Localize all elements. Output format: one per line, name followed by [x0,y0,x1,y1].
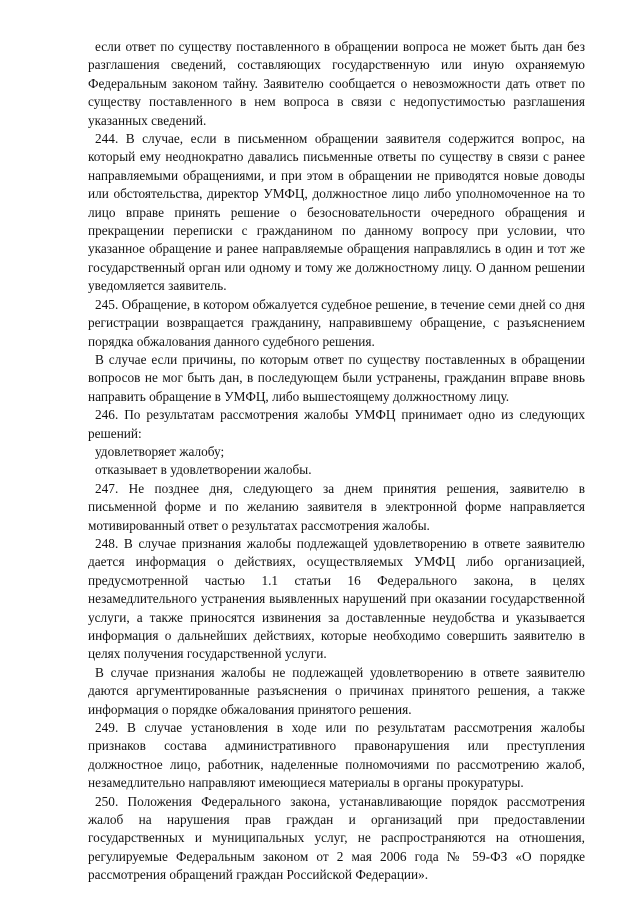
decision-option-refuse: отказывает в удовлетворении жалобы. [95,462,312,478]
paragraph-249: 249. В случае установления в ходе или по результатам рассмотрения жалобы признаков состава административного правонарушения или преступления должностное лицо, работник, наделенные полномочиями по рассмотрению жалоб, незамедлительно направляют имеющиеся материалы в органы прокуратуры. [88,720,585,791]
paragraph-250: 250. Положения Федерального закона, устанавливающие порядок рассмотрения жалоб на нарушения прав граждан и организаций при предоставлении государственных и муниципальных услуг, не распространяются на отношения, регулируемые Федеральным законом от 2 мая 2006 года № 59-ФЗ «О порядке рассмотрения обращений граждан Российской Федерации». [88,793,585,883]
paragraph-248: 248. В случае признания жалобы подлежащей удовлетворению в ответе заявителю дается информация о действиях, осуществляемых УМФЦ либо организацией, предусмотренной частью 1.1 статьи 16 Федерального закона, в целях незамедлительного устранения выявленных нарушений при оказании государственной услуги, а также приносятся извинения за доставленные неудобства и указывается информация о дальнейших действиях, которые необходимо совершить заявителю в целях получения государственной услуги. [88,535,585,662]
paragraph-247: 247. Не позднее дня, следующего за днем принятия решения, заявителю в письменной форме и по желанию заявителя в электронной форме направляется мотивированный ответ о результатах рассмотрения жалобы. [88,480,585,533]
paragraph-245-note: В случае если причины, по которым ответ по существу поставленных в обращении вопросов не мог быть дан, в последующем были устранены, гражданин вправе вновь направить обращение в УМФЦ, либо вышестоящему должностному лицу. [88,351,585,404]
paragraph-243-continuation: если ответ по существу поставленного в обращении вопроса не может быть дан без разглашения сведений, составляющих государственную или иную охраняемую Федеральным законом тайну. Заявителю сообщается о невозможности дать ответ по существу поставленного в нем вопроса в связи с недопустимостью разглашения указанных сведений. [88,39,585,128]
paragraph-246: 246. По результатам рассмотрения жалобы УМФЦ принимает одно из следующих решений: [88,407,585,441]
paragraph-248-refusal: В случае признания жалобы не подлежащей удовлетворению в ответе заявителю даются аргументированные разъяснения о причинах принятого решения, а также информация о порядке обжалования принятого решения. [88,664,585,717]
paragraph-244: 244. В случае, если в письменном обращении заявителя содержится вопрос, на который ему неоднократно давались письменные ответы по существу в связи с ранее направляемыми обращениями, и при этом в обращении не приводятся новые доводы или обстоятельства, директор УМФЦ, должностное лицо либо уполномоченное на то лицо вправе принять решение о безосновательности очередного обращения и прекращении переписки с гражданином по данному вопросу при условии, что указанное обращение и ранее направляемые обращения направлялись в один и тот же государственный орган или одному и тому же должностному лицу. О данном решении уведомляется заявитель. [88,131,585,294]
decision-option-satisfy: удовлетворяет жалобу; [95,443,225,459]
paragraph-245: 245. Обращение, в котором обжалуется судебное решение, в течение семи дней со дня регистрации возвращается гражданину, направившему обращение, с разъяснением порядка обжалования данного судебного решения. [88,296,585,349]
